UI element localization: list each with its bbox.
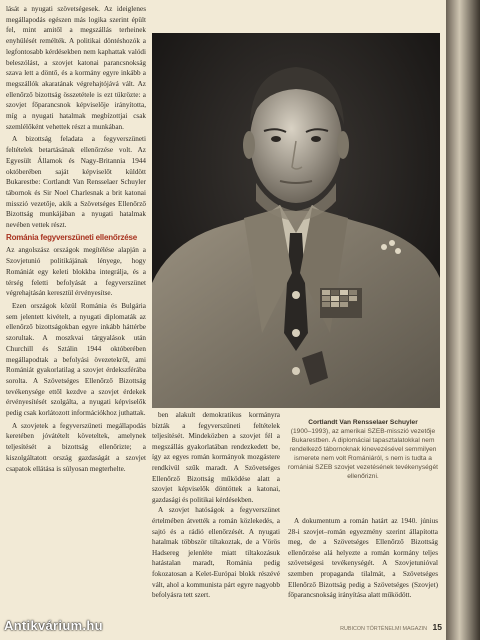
photo-caption — [288, 418, 438, 481]
left-paragraph-5: A szovjetek a fegyverszüneti megállapodás keretében jóvátételt követeltek, amelynek teljesítését a bizottság ellenőrizte; a kiszolgáltatott ország gazdaságát a szovjet csapatok ellátása is súlyosan megterhelte. — [6, 421, 146, 473]
caption-name: Cortlandt Van Rensselaer Schuyler — [308, 419, 418, 426]
portrait-illustration — [152, 33, 440, 408]
left-paragraph-2: A bizottság feladata a fegyverszüneti feltételek betartásának ellenőrzése volt. Az Egyesült Államok és Nagy-Britannia 1944 októberében saját képviselőt küldött Bukarestbe: Cortlandt Van Rensselaer Schuyler tábornok és Sir Noel Charlesnak a brit katonai misszió vezetője, akik a Szövetséges Ellenőrző Bizottság munkájában a nyugati hatalmak nevében vettek részt. — [6, 135, 146, 230]
middle-paragraph-1: ben alakult demokratikus kormányra bízták a fegyverszüneti feltételek teljesítését. Mindeközben a szovjet fél a megszállás gyakorlatában rendezkedett be, így az egyes román kormányok mozgástere rendkívül szűk maradt. A Szövetséges Ellenőrző Bizottság működése alatt a szovjet képviselők döntöttek a katonai, gazdasági és politikai kérdésekben. — [152, 411, 280, 504]
book-spine-edge — [446, 0, 480, 640]
running-footer: RUBICON TÖRTÉNELMI MAGAZIN — [340, 626, 428, 632]
article-middle-column — [152, 410, 280, 601]
page-footer — [300, 622, 442, 632]
section-heading: Románia fegyverszüneti ellenőrzése — [6, 232, 138, 242]
middle-paragraph-2: A szovjet hatóságok a fegyverszünet értelmében átvették a román közlekedés, a sajtó és a rádió ellenőrzését. A nyugati hatalmak többször tiltakoztak, de a Vörös Hadsereg jelenléte miatt tiltakozásuk hatástalan maradt, Románia pedig fokozatosan a Kelet-Európai blokk részévé vált, ahol a kommunista párt egyre nagyobb befolyásra tett szert. — [152, 506, 280, 600]
left-paragraph-4: Ezen országok közül Románia és Bulgária sem jelentett kivételt, a nyugati diplomaták az ellenőrző bizottságokban egyre inkább háttérbe szorultak. A moszkvai tárgyalások után Churchill és Sztálin 1944 októberében megállapodtak a befolyási övezetekről, ami Romániát gyakorlatilag a szovjet érdekszférába sorolta. A Szövetséges Ellenőrző Bizottság tevékenysége ettől kezdve a szovjet érdekek érvényesítését szolgálta, a nyugati képviselők pedig csak korlátozott információkhoz juthattak. — [6, 301, 146, 418]
schuyler-portrait-photo — [152, 33, 440, 408]
watermark-text: Antikvárium.hu — [4, 618, 103, 633]
left-paragraph-3: Az angolszász országok megítélése alapján a Szovjetunió politikájának lényege, hogy Romániát egy keleti blokkba integrálja, és a térség feletti befolyását a fegyverszünet végrehajtásán keresztül érvényesítse. — [6, 246, 146, 298]
page-number: 15 — [432, 622, 442, 632]
article-right-column — [288, 516, 438, 601]
left-paragraph-1: lását a nyugati szövetségesek. Az ideiglenes megállapodás egészen más logika szerint épült fel, mint amitől a megszállás terheinek enyhülését remélték. A politikai döntéshozók a legfontosabb kérdésekben nem kaphattak valódi beleszólást, a szovjet katonai parancsnokság szava lett a döntő, és a kormány egyre inkább a megszállók akaratának végrehajtójává vált. Az ellenőrző bizottság összetétele is ezt tükrözte: a szovjet főparancsnok képviselője irányította, míg a nyugati hatalmak megbízottjai csak szemlélőként vehettek részt a munkában. — [6, 5, 146, 131]
caption-text: (1900–1993), az amerikai SZEB-misszió vezetője Bukarestben. A diplomáciai tapasztalatokkal nem rendelkező tábornoknak kinevezésével semmilyen ismerete nem volt Romániáról, s nem is tudta a romániai SZEB szovjet vezetésének tevékenységét ellenőrizni. — [288, 428, 438, 480]
right-paragraph-1: A dokumentum a román határt az 1940. június 28-i szovjet–román egyezmény szerint állapította meg, de a Szövetséges Ellenőrző Bizottság ellenőrzése alá helyezte a román kormány teljes szövetségesi tevékenységét. A Szovjetunióval szemben propaganda tilalmát, a Szövetséges Ellenőrző Bizottság pedig a Szövetséges (Szovjet) főparancsnokság irányítása alatt működött. — [288, 517, 438, 600]
article-left-column — [6, 4, 146, 476]
